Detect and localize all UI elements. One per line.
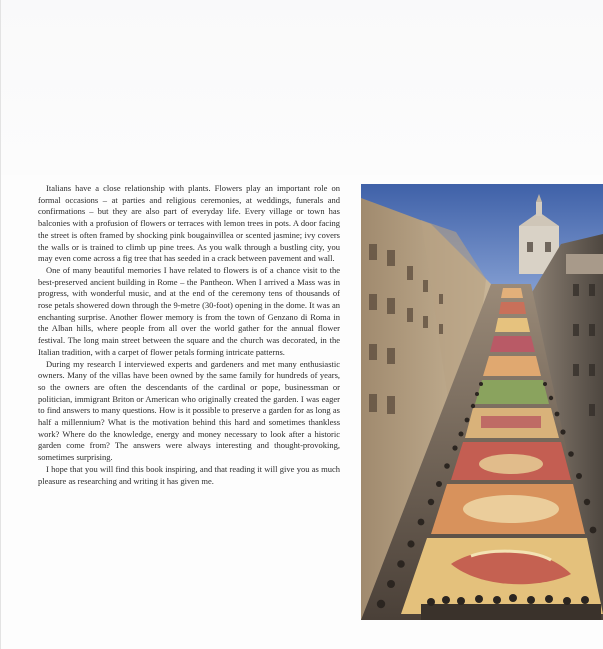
paragraph-2: One of many beautiful memories I have related to flowers is of a chance visit to the best-preserved ancient building in Rome – the Pantheon. When I arrived a Mass was in progress, with wonderful music, and at the end of the ceremony tens of thousands of rose petals showered down through the 9-metre (30-foot) opening in the dome. It was an enchanting surprise. Another flower memory is from the town of Genzano di Roma in the Alban hills, where people from all over the world gather for the annual flower festival. The long main street between the square and the church was decorated, in the Italian tradition, with a carpet of flower petals forming intricate patterns. [38,264,340,357]
flower-festival-photo [361,184,603,620]
paragraph-4: I hope that you will find this book inspiring, and that reading it will give you as much pleasure as researching and writing it has given me. [38,463,340,486]
body-text [38,183,340,487]
flower-carpet-street-illustration [361,184,603,620]
paragraph-3: During my research I interviewed experts and gardeners and met many enthusiastic owners. Many of the villas have been owned by the same family for hundreds of years, so the owners are often the descendants of the cardinal or pope, businessman or politician, immigrant Briton or American who originally created the garden. I was eager to find answers to many questions. How is it possible to preserve a garden for as long as half a millennium? What is the motivation behind this hard and sometimes thankless work? Where do the knowledge, energy and money necessary to look after a historic garden come from? The answers were always interesting and thought-provoking, sometimes surprising. [38,358,340,463]
paragraph-1: Italians have a close relationship with plants. Flowers play an important role on formal occasions – at parties and religious ceremonies, at weddings, funerals and confirmations – but they are also part of everyday life. Every village or town has balconies with a profusion of flowers or terraces with lemon trees in pots. A door facing the street is often framed by shocking pink bougainvillea or scented jasmine; ivy covers the walls or is trained to climb up pine trees. As you walk through a bustling city, you may even come across a fig tree that has seeded in a crack between pavement and wall. [38,183,340,264]
blank-header-area [1,0,603,175]
